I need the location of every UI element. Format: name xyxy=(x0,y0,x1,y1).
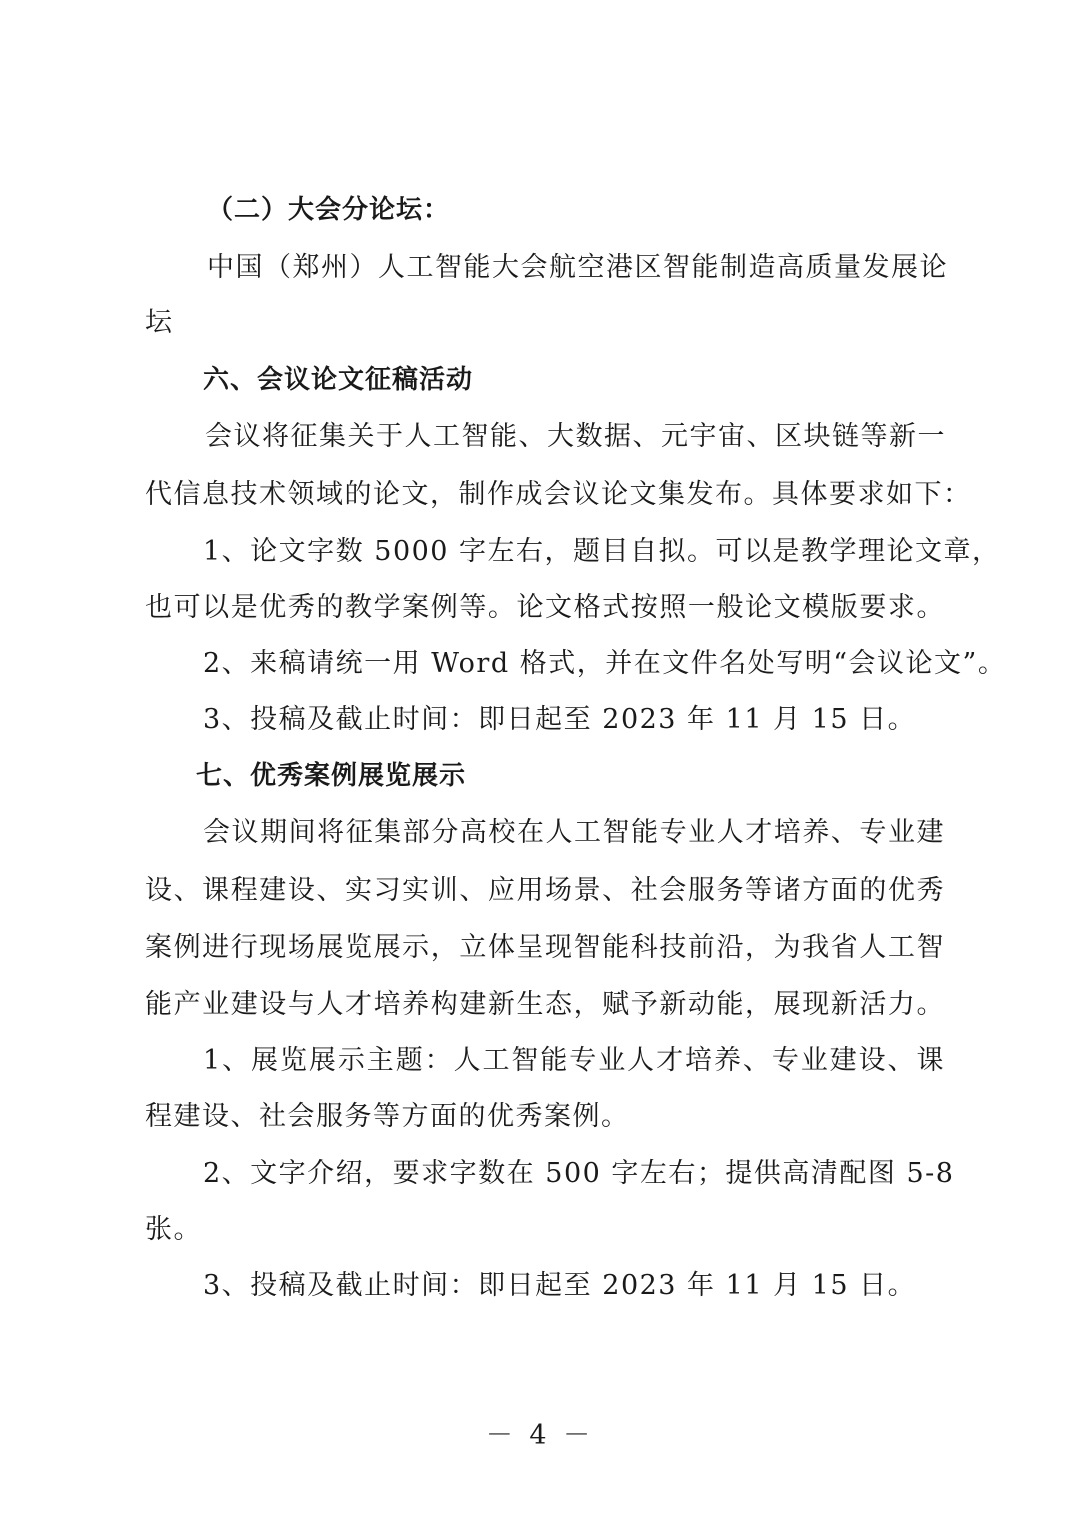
section-six-item-3: 3、投稿及截止时间：即日起至 2023 年 11 月 15 日。 xyxy=(203,704,917,735)
section-seven-intro-line-4: 能产业建设与人才培养构建新生态，赋予新动能，展现新活力。 xyxy=(145,989,945,1020)
section-seven-item-2-line-1: 2、文字介绍，要求字数在 500 字左右；提供高清配图 5-8 xyxy=(203,1158,955,1189)
section-seven-intro-line-1: 会议期间将征集部分高校在人工智能专业人才培养、专业建 xyxy=(203,817,945,848)
section-seven-title: 七、优秀案例展览展示 xyxy=(196,761,467,791)
section-six-intro-line-2: 代信息技术领域的论文，制作成会议论文集发布。具体要求如下： xyxy=(145,479,972,510)
section-six-item-2: 2、来稿请统一用 Word 格式，并在文件名处写明“会议论文”。 xyxy=(203,648,1007,679)
forum-name-line-2: 坛 xyxy=(145,307,174,338)
forum-name-line-1: 中国（郑州）人工智能大会航空港区智能制造高质量发展论 xyxy=(207,252,948,283)
page-number: － 4 － xyxy=(485,1420,595,1451)
section-seven-item-3: 3、投稿及截止时间：即日起至 2023 年 11 月 15 日。 xyxy=(203,1270,917,1301)
section-seven-intro-line-3: 案例进行现场展览展示，立体呈现智能科技前沿，为我省人工智 xyxy=(145,932,945,963)
section-seven-item-1-line-2: 程建设、社会服务等方面的优秀案例。 xyxy=(145,1101,630,1132)
section-six-intro-line-1: 会议将征集关于人工智能、大数据、元宇宙、区块链等新一 xyxy=(205,421,946,452)
forum-heading: （二）大会分论坛： xyxy=(207,195,451,225)
section-six-title: 六、会议论文征稿活动 xyxy=(203,365,474,395)
section-seven-item-1-line-1: 1、展览展示主题：人工智能专业人才培养、专业建设、课 xyxy=(203,1045,945,1076)
section-seven-intro-line-2: 设、课程建设、实习实训、应用场景、社会服务等诸方面的优秀 xyxy=(145,875,945,906)
section-six-item-1-line-2: 也可以是优秀的教学案例等。论文格式按照一般论文模版要求。 xyxy=(145,592,945,623)
section-seven-item-2-line-2: 张。 xyxy=(145,1214,202,1245)
section-six-item-1-line-1: 1、论文字数 5000 字左右，题目自拟。可以是教学理论文章， xyxy=(203,536,1001,567)
